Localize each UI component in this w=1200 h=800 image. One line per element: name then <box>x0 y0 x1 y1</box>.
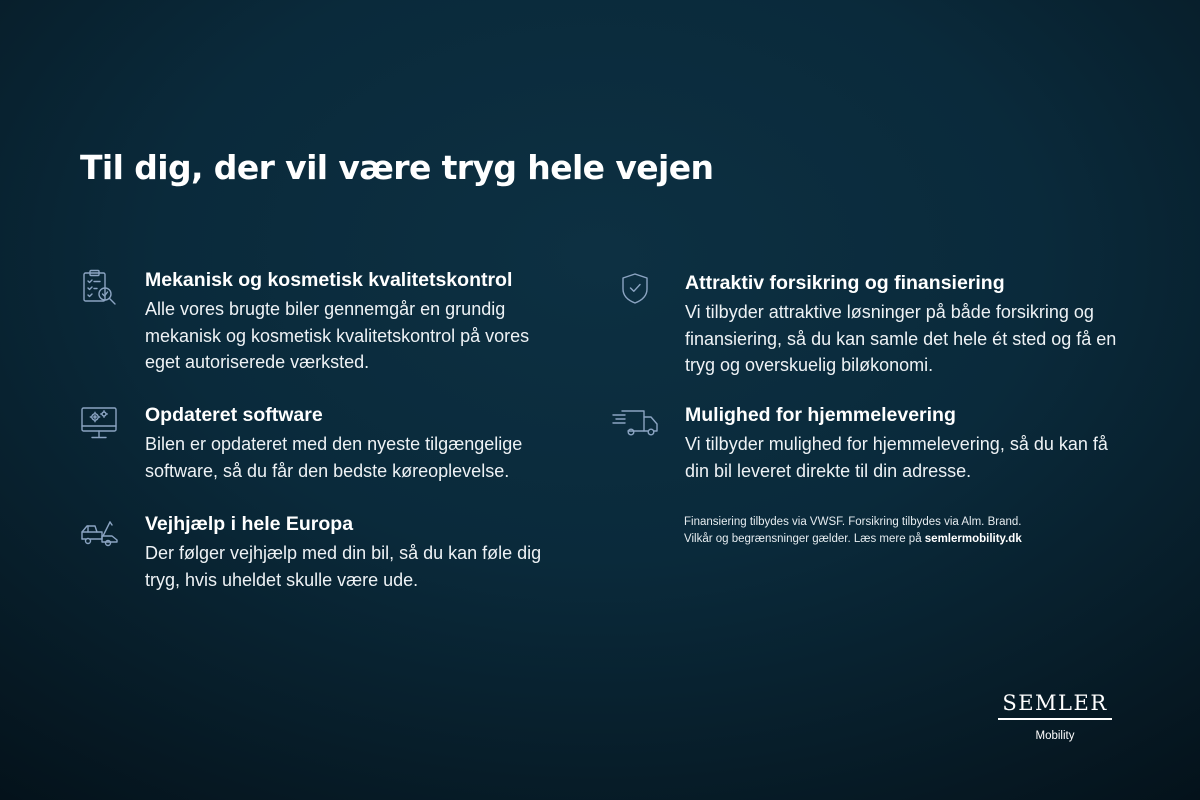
clipboard-inspection-icon <box>80 268 120 308</box>
feature-insurance-financing <box>620 271 1160 391</box>
feature-description: Alle vores brugte biler gennemgår en grundig mekanisk og kosmetisk kvalitetskontrol på vores eget autoriserede værksted. <box>145 299 530 372</box>
feature-heading: Mekanisk og kosmetisk kvalitetskontrol <box>145 269 513 291</box>
delivery-truck-icon <box>612 403 660 443</box>
feature-roadside-assistance <box>80 512 600 602</box>
feature-heading: Mulighed for hjemmelevering <box>685 404 956 426</box>
brand-divider <box>998 718 1112 720</box>
feature-heading: Vejhjælp i hele Europa <box>145 513 354 535</box>
feature-description: Vi tilbyder mulighed for hjemmelevering, så du kan få din bil leveret direkte til din adresse. <box>685 434 1108 481</box>
feature-description: Vi tilbyder attraktive løsninger på både forsikring og finansiering, så du kan samle det hele ét sted og få en tryg og overskuelig biløkonomi. <box>685 302 1117 375</box>
semler-mobility-logo <box>996 690 1114 742</box>
feature-home-delivery <box>612 403 1160 493</box>
feature-software <box>80 403 600 493</box>
disclaimer-footnote <box>684 514 1104 548</box>
brand-subtitle: Mobility <box>1035 730 1075 742</box>
feature-description: Bilen er opdateret med den nyeste tilgængelige software, så du får den bedste køreoplevelse. <box>145 434 523 481</box>
monitor-gear-icon <box>80 403 120 443</box>
page-title: Til dig, der vil være tryg hele vejen <box>80 148 714 187</box>
feature-quality-control <box>80 268 600 388</box>
disclaimer-text: Vilkår og begrænsninger gælder. Læs mere på <box>684 533 925 545</box>
feature-description: Der følger vejhjælp med din bil, så du kan føle dig tryg, hvis uheldet skulle være ude. <box>145 543 542 590</box>
feature-heading: Attraktiv forsikring og finansiering <box>685 272 1005 294</box>
brand-name: SEMLER <box>1002 691 1108 715</box>
disclaimer-line <box>684 531 1104 548</box>
shield-check-icon <box>620 271 660 311</box>
website-link[interactable]: semlermobility.dk <box>924 533 1022 545</box>
tow-truck-icon <box>80 512 120 552</box>
disclaimer-line: Finansiering tilbydes via VWSF. Forsikring tilbydes via Alm. Brand. <box>684 516 1022 528</box>
feature-heading: Opdateret software <box>145 404 323 426</box>
